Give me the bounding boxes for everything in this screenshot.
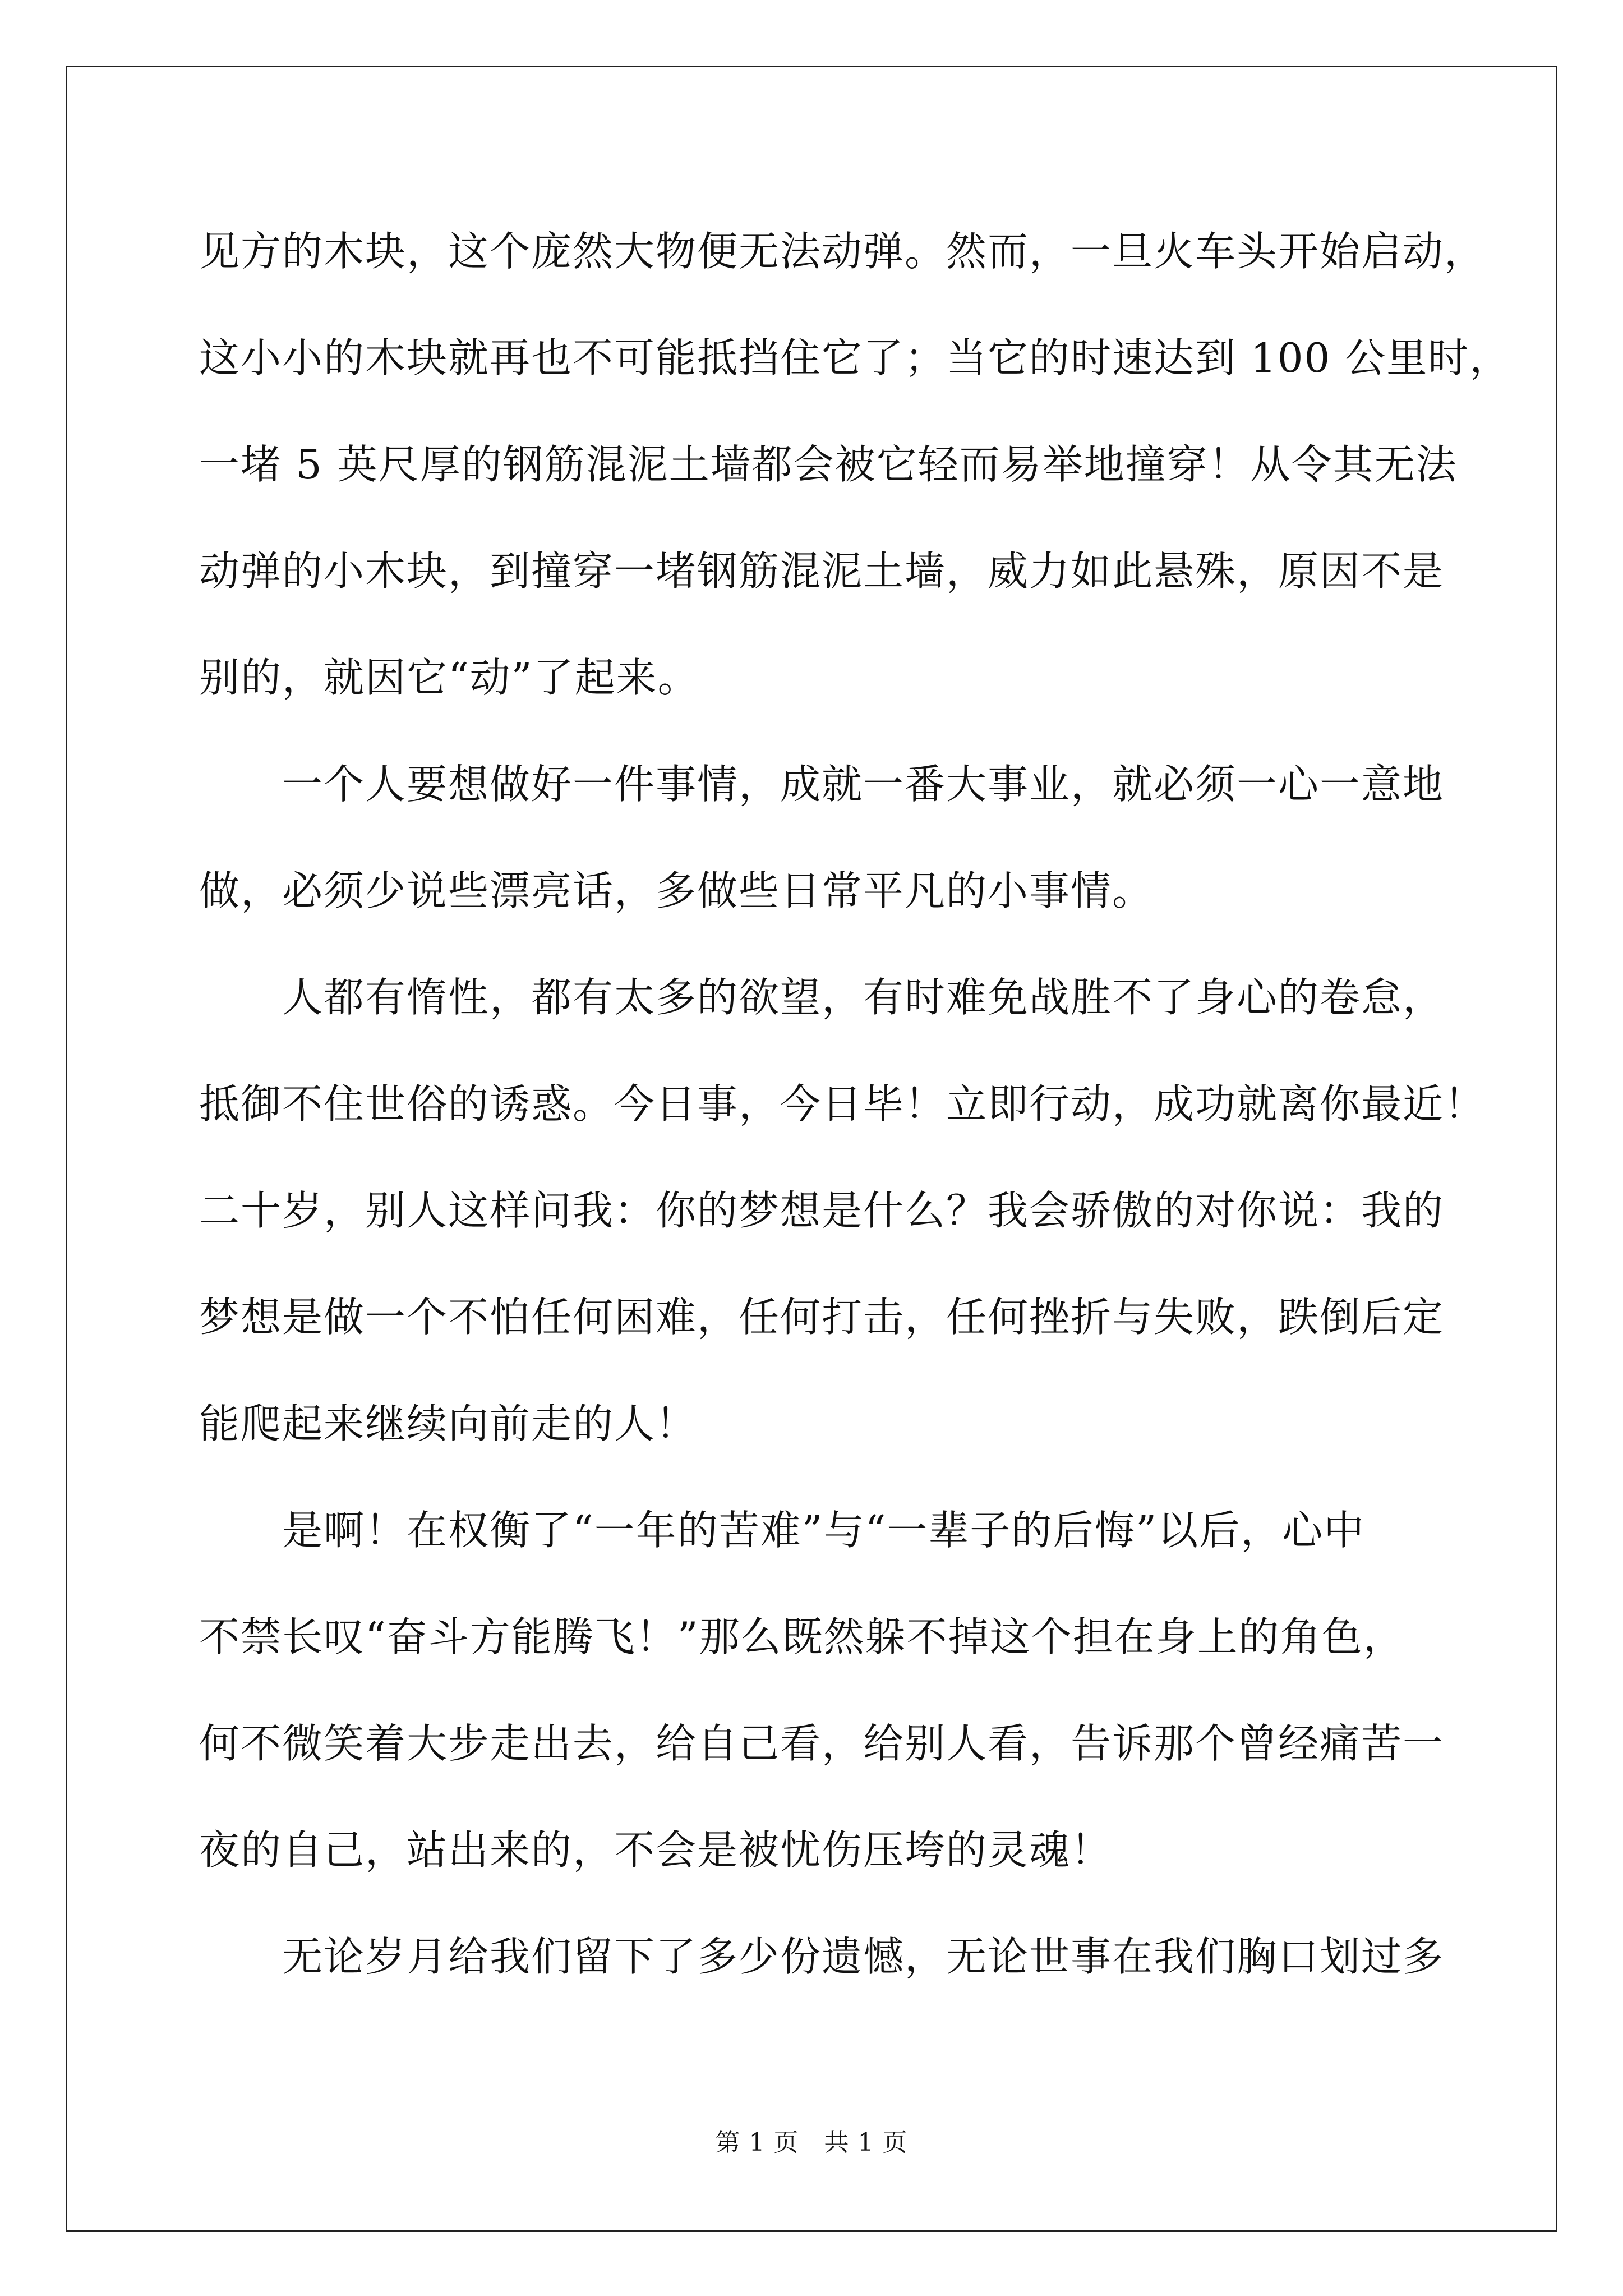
text-line: 这小小的木块就再也不可能抵挡住它了；当它的时速达到 100 公里时， [199, 334, 1511, 381]
text-line: 何不微笑着大步走出去，给自己看，给别人看，告诉那个曾经痛苦一 [199, 1720, 1445, 1767]
text-line: 抵御不住世俗的诱惑。今日事，今日毕！立即行动，成功就离你最近！ [199, 1080, 1486, 1128]
text-line: 夜的自己，站出来的，不会是被忧伤压垮的灵魂！ [199, 1826, 1113, 1874]
text-line: 一堵 5 英尺厚的钢筋混泥土墙都会被它轻而易举地撞穿！从令其无法 [199, 441, 1458, 488]
text-line: 是啊！在权衡了“一年的苦难”与“一辈子的后悔”以后，心中 [199, 1507, 1366, 1554]
text-line: 二十岁，别人这样问我：你的梦想是什么？我会骄傲的对你说：我的 [199, 1187, 1445, 1234]
text-line: 做，必须少说些漂亮话，多做些日常平凡的小事情。 [199, 867, 1154, 914]
text-line: 不禁长叹“奋斗方能腾飞！”那么既然躲不掉这个担在身上的角色， [199, 1613, 1405, 1660]
text-line: 人都有惰性，都有太多的欲望，有时难免战胜不了身心的卷怠， [199, 974, 1445, 1021]
document-body [199, 218, 1511, 2030]
text-line: 见方的木块，这个庞然大物便无法动弹。然而，一旦火车头开始启动， [199, 228, 1486, 275]
text-line: 梦想是做一个不怕任何困难，任何打击，任何挫折与失败，跌倒后定 [199, 1294, 1445, 1341]
text-line: 别的，就因它“动”了起来。 [199, 654, 699, 701]
page-footer: 第 1 页 共 1 页 [715, 2128, 908, 2157]
text-line: 动弹的小木块，到撞穿一堵钢筋混泥土墙，威力如此悬殊，原因不是 [199, 547, 1445, 595]
text-line: 无论岁月给我们留下了多少份遗憾，无论世事在我们胸口划过多 [199, 1933, 1445, 1980]
text-line: 能爬起来继续向前走的人！ [199, 1400, 698, 1447]
text-line: 一个人要想做好一件事情，成就一番大事业，就必须一心一意地 [199, 761, 1445, 808]
